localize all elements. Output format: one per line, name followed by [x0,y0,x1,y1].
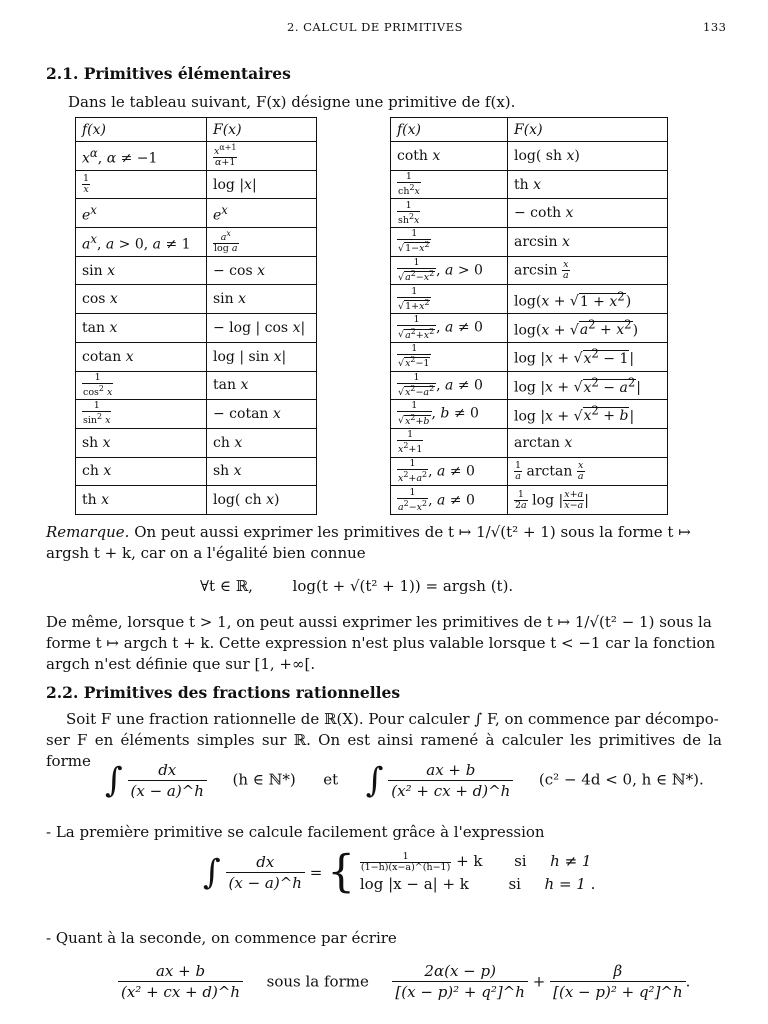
fraction-1: $\frac{dx}{(x - a)\^{}h}$ [128,760,207,801]
brace: { [327,846,356,898]
section-title: Primitives élémentaires [83,64,291,83]
table-row: $x^\alpha$, α ≠ −1 $\frac{x^{\alpha+1}}{\alpha+1}$ [76,142,317,171]
formula-rhs: log(t + √(t² + 1)) = argsh (t). [292,577,514,595]
intro-text: Dans le tableau suivant, F(x) désigne une primitive de f(x). [68,93,516,111]
decomposition-formula: $\frac{ax + b}{\text{(x² + cx + d)\textasciicircum{}h}}$ sous la forme $\frac{2\alpha(x - p)}{\text{[(x − p)² + q²]\textasciicircum{}h}}$ + $\frac{\beta}{\text{[(x − p)² + q²]\textasciicircum{}h}}$ . [118,961,690,1002]
table-row: $\frac{1}{√1-x^2}$ arcsin x [391,228,668,257]
integral-sign: ∫ [203,852,221,893]
para2-line3: argch n'est définie que sur [1, +∞[. [46,655,316,673]
condition-2: (c² − 4d < 0, h ∈ ℕ*). [538,770,704,789]
remark-paragraph [46,522,722,564]
table-row: $\frac{1}{√x^2-1}$ $\log |x + √x^2 - 1|$ [391,342,668,371]
primitives-table-right [390,117,668,515]
section-heading-2-2 [46,683,400,702]
integral-forms [105,760,704,801]
table-row: $\frac{1}{√a^2+x^2}$ , a ≠ 0 $\log(x + √a^2 + x^2)$ [391,314,668,343]
first-primitive-text: - La première primitive se calcule facilement grâce à l'expression [46,823,545,841]
header-f: f(x) [82,121,107,138]
primitives-table-left [75,117,317,515]
section2-line1: Soit F une fraction rationnelle de ℝ(X). Pour calculer ∫ F, on commence par décompo- [66,710,719,728]
section2-line2: ser F en éléments simples sur ℝ. On est ainsi ramené à calculer les primitives de la forme [46,731,722,770]
para2-line2: forme t ↦ argch t + k. Cette expression n'est plus valable lorsque t < −1 car la fonction [46,634,716,652]
table-row: $\frac{1}{√x^2+b}$ , b ≠ 0 $\log |x + √x^2 + b|$ [391,400,668,429]
condition-1: (h ∈ ℕ*) [232,770,296,789]
header-F: F(x) [213,121,242,138]
header-F: F(x) [514,121,543,138]
header-f: f(x) [397,121,422,138]
table-row: ch x sh x [76,457,317,486]
remark-paragraph-2 [46,612,722,675]
cases: $\frac{1}{(1-h)(x-a)\^{}(h-1)}$ + k si h ≠ 1 log |x − a| + k si h = 1 . [359,850,596,893]
fraction-dx: $\frac{dx}{(x - a)\^{}h}$ [226,852,305,893]
and-word: et [323,770,339,789]
table-row: $\frac{1}{x^2+a^2}$ , a ≠ 0 $\frac{1}{a}$ arctan $\frac{x}{a}$ [391,457,668,486]
section-number: 2.1. [46,64,79,83]
table-row: $\frac{1}{\cos^2 x}$ tan x [76,371,317,400]
table-row: coth x log( sh x) [391,142,668,171]
table-row: $\frac{1}{a^2-x^2}$ , a ≠ 0 $\frac{1}{2a}$ log | $\frac{x+a}{x-a}$ | [391,486,668,515]
table-row: th x log( ch x) [76,486,317,515]
formula-lhs: ∀t ∈ ℝ, [200,577,253,595]
argsh-formula [200,577,513,595]
remark-label: Remarque. [46,523,130,541]
para2-line1: De même, lorsque t > 1, on peut aussi exprimer les primitives de t ↦ 1/√(t² − 1) sous la [46,613,712,631]
table-row: $\frac{1}{√1+x^2}$ $\log(x + √1 + x^2)$ [391,285,668,314]
table-row: $a^x$, a > 0, a ≠ 1 $\frac{a^x}{\text{log a}}$ [76,228,317,257]
piecewise-formula: ∫ $\frac{dx}{(x - a)\^{}h}$ = { $\frac{1}{(1-h)(x-a)\^{}(h-1)}$ + k si h ≠ 1 log |x − a| + k si h = 1 . [203,846,596,898]
table-row: $\frac{1}{√x^2-a^2}$ , a ≠ 0 $\log |x + √x^2 - a^2|$ [391,371,668,400]
table-row: $\frac{1}{√a^2-x^2}$ , a > 0 arcsin $\frac{x}{a}$ [391,256,668,285]
table-row: cotan x log | sin x| [76,342,317,371]
integral-sign: ∫ [365,760,384,801]
fraction-axb: $\frac{ax + b}{\text{(x² + cx + d)\textasciicircum{}h}}$ [118,961,243,1002]
table-row: $e^x$ $e^x$ [76,199,317,228]
remark-line2: argsh t + k, car on a l'égalité bien connue [46,544,366,562]
table-row: tan x − log | cos x| [76,314,317,343]
table-row: sh x ch x [76,428,317,457]
second-primitive-text: - Quant à la seconde, on commence par écrire [46,929,397,947]
table-row: sin x − cos x [76,256,317,285]
table-row: $\frac{1}{ch^2x}$ th x [391,170,668,199]
table-row: $\frac{1}{\sin^2 x}$ − cotan x [76,400,317,429]
section-title: Primitives des fractions rationnelles [83,683,401,702]
fraction-beta: $\frac{\beta}{\text{[(x − p)² + q²]\textasciicircum{}h}}$ [550,961,686,1002]
running-header: 2. CALCUL DE PRIMITIVES [287,20,463,34]
table-row: $\frac{1}{x^2+1}$ arctan x [391,428,668,457]
page-number: 133 [703,20,727,34]
table-row: $\frac{1}{x}$ log |x| [76,170,317,199]
sous-la-forme: sous la forme [266,972,369,991]
table-row: $\frac{1}{sh^2x}$ − coth x [391,199,668,228]
table-row: cos x sin x [76,285,317,314]
section-number: 2.2. [46,683,79,702]
fraction-2: $\frac{ax + b}{\text{(x² + cx + d)\textasciicircum{}h}}$ [388,760,513,801]
fraction-alpha: $\frac{2\alpha(x - p)}{\text{[(x − p)² + q²]\textasciicircum{}h}}$ [392,961,528,1002]
integral-sign: ∫ [105,760,123,801]
remark-line1: On peut aussi exprimer les primitives de t ↦ 1/√(t² + 1) sous la forme t ↦ [134,523,691,541]
section-heading-2-1 [46,64,291,83]
